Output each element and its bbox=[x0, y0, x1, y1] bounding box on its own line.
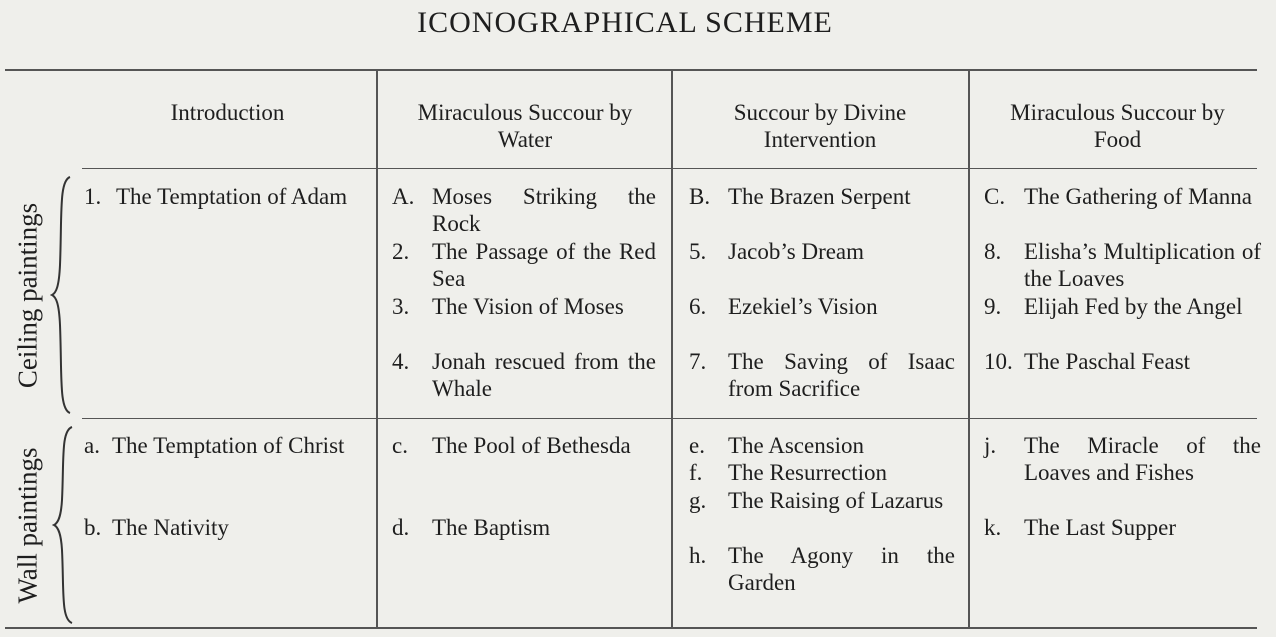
item-number: c. bbox=[392, 433, 408, 458]
item-number: g. bbox=[689, 488, 707, 513]
item-number: h. bbox=[689, 543, 707, 568]
list-item bbox=[984, 432, 1261, 486]
item-number: 3. bbox=[392, 294, 410, 319]
item-title: The Temptation of Adam bbox=[116, 184, 348, 209]
item-title: The Agony in the Garden bbox=[728, 543, 955, 595]
item-number: 6. bbox=[689, 294, 707, 319]
list-item bbox=[984, 238, 1261, 292]
item-number: 10. bbox=[984, 349, 1013, 374]
list-item bbox=[689, 348, 955, 402]
top-rule bbox=[5, 69, 1257, 71]
item-title: The Baptism bbox=[432, 515, 551, 540]
column-header-introduction: Introduction bbox=[170, 100, 285, 125]
item-number: 2. bbox=[392, 239, 410, 264]
item-number: e. bbox=[689, 433, 705, 458]
list-item bbox=[984, 348, 1261, 375]
header-rule bbox=[82, 168, 1257, 169]
item-title: The Paschal Feast bbox=[1024, 349, 1191, 374]
list-item bbox=[689, 432, 955, 459]
list-item bbox=[392, 238, 656, 292]
wall-brace bbox=[52, 425, 76, 625]
item-title: The Nativity bbox=[112, 515, 229, 540]
list-item bbox=[984, 183, 1261, 210]
list-item bbox=[392, 348, 656, 402]
bottom-rule bbox=[5, 627, 1257, 629]
item-title: Moses Striking the Rock bbox=[432, 184, 656, 236]
item-number: j. bbox=[984, 433, 997, 458]
list-item bbox=[689, 459, 955, 486]
column-header-divine: Succour by Divine Intervention bbox=[733, 100, 907, 152]
list-item bbox=[689, 238, 955, 265]
item-number: f. bbox=[689, 460, 703, 485]
item-title: The Resurrection bbox=[728, 460, 888, 485]
item-number: 8. bbox=[984, 239, 1002, 264]
row-label-ceiling: Ceiling paintings bbox=[12, 202, 43, 389]
item-title: The Saving of Isaac from Sacrifice bbox=[728, 349, 955, 401]
item-title: The Gathering of Manna bbox=[1024, 184, 1253, 209]
item-title: The Last Supper bbox=[1024, 515, 1177, 540]
item-title: The Brazen Serpent bbox=[728, 184, 911, 209]
item-number: a. bbox=[84, 433, 100, 458]
item-number: k. bbox=[984, 515, 1002, 540]
list-item bbox=[392, 514, 656, 541]
list-item bbox=[392, 183, 656, 237]
item-number: 9. bbox=[984, 294, 1002, 319]
list-item bbox=[84, 432, 362, 459]
item-title: The Vision of Moses bbox=[432, 294, 624, 319]
column-header-water: Miraculous Succour by Water bbox=[417, 100, 633, 152]
item-title: The Passage of the Red Sea bbox=[432, 239, 656, 291]
item-number: b. bbox=[84, 515, 102, 540]
list-item bbox=[84, 183, 362, 210]
column-header-food: Miraculous Succour by Food bbox=[1010, 100, 1225, 152]
item-number: d. bbox=[392, 515, 410, 540]
list-item bbox=[84, 514, 362, 541]
list-item bbox=[689, 183, 955, 210]
item-title: The Pool of Bethesda bbox=[432, 433, 631, 458]
item-number: C. bbox=[984, 184, 1006, 209]
item-number: B. bbox=[689, 184, 711, 209]
item-number: 4. bbox=[392, 349, 410, 374]
item-number: A. bbox=[392, 184, 415, 209]
list-item bbox=[689, 542, 955, 596]
item-title: The Temptation of Christ bbox=[112, 433, 345, 458]
item-title: Jacob’s Dream bbox=[728, 239, 865, 264]
column-divider bbox=[671, 70, 673, 627]
page-title: ICONOGRAPHICAL SCHEME bbox=[417, 6, 833, 39]
item-title: The Raising of Lazarus bbox=[728, 488, 944, 513]
row-label-wall: Wall paintings bbox=[12, 447, 43, 604]
list-item bbox=[689, 293, 955, 320]
column-divider bbox=[376, 70, 378, 627]
item-title: The Ascension bbox=[728, 433, 865, 458]
list-item bbox=[984, 293, 1261, 320]
item-number: 7. bbox=[689, 349, 707, 374]
list-item bbox=[392, 432, 656, 459]
column-divider bbox=[968, 70, 970, 627]
item-title: Jonah rescued from the Whale bbox=[432, 349, 656, 401]
item-title: Elijah Fed by the Angel bbox=[1024, 294, 1243, 319]
list-item bbox=[689, 487, 955, 514]
list-item bbox=[984, 514, 1261, 541]
item-title: Ezekiel’s Vision bbox=[728, 294, 878, 319]
item-number: 1. bbox=[84, 184, 102, 209]
item-title: The Miracle of the Loaves and Fishes bbox=[1024, 433, 1261, 485]
item-number: 5. bbox=[689, 239, 707, 264]
item-title: Elisha’s Multiplication of the Loaves bbox=[1024, 239, 1261, 291]
row-divider-rule bbox=[82, 418, 1257, 419]
list-item bbox=[392, 293, 656, 320]
ceiling-brace bbox=[50, 175, 74, 415]
